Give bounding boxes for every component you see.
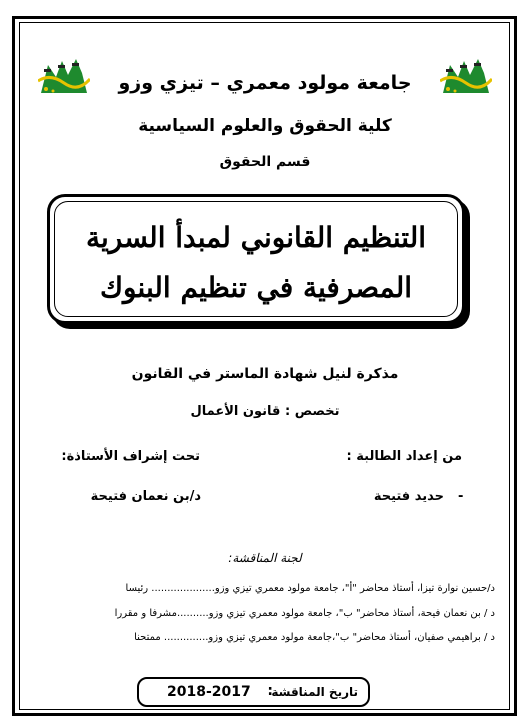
student-bullet: - xyxy=(458,489,464,504)
prepared-by-label: من إعداد الطالبة : xyxy=(346,449,462,464)
supervisor-name: د/بن نعمان فتيحة xyxy=(90,489,201,504)
faculty-name: كلية الحقوق والعلوم السياسية xyxy=(138,116,392,136)
supervision-label: تحت إشراف الأستاذة: xyxy=(61,449,200,464)
defense-date-value: 2018-2017 xyxy=(167,684,251,700)
defense-date-label: تاريخ المناقشة xyxy=(271,685,358,699)
university-name: جامعة مولود معمري – تيزي وزو xyxy=(118,72,412,94)
specialty: تخصص : قانون الأعمال xyxy=(190,404,340,419)
committee-title: لجنة المناقشة: xyxy=(228,551,302,565)
committee-member: د/حسين نوارة تيزا، أستاذ محاضر "أ"، جامعة مولود معمري تيزي وزو.................... رئيسا xyxy=(125,583,495,594)
department-name: قسم الحقوق xyxy=(219,154,311,170)
defense-date-box xyxy=(137,677,370,707)
thesis-title-line-2: المصرفية في تنظيم البنوك xyxy=(99,271,413,304)
committee-member: د / بن نعمان فيحة، أستاذ محاضر" ب"، جامعة مولود معمري تيزي وزو..........مشرفا و مقررا xyxy=(114,608,495,619)
thesis-title-line-1: التنظيم القانوني لمبدأ السرية xyxy=(85,221,427,254)
defense-date-colon: : xyxy=(267,683,273,699)
committee-member: د / براهيمي صفيان، أستاذ محاضر" ب"،جامعة مولود معمري تيزي وزو.............. ممتحنا xyxy=(134,632,495,643)
memo-subtitle: مذكرة لنيل شهادة الماستر في القانون xyxy=(131,366,399,382)
thesis-title-box xyxy=(47,194,465,324)
student-name: حديد فتيحة xyxy=(373,489,444,504)
